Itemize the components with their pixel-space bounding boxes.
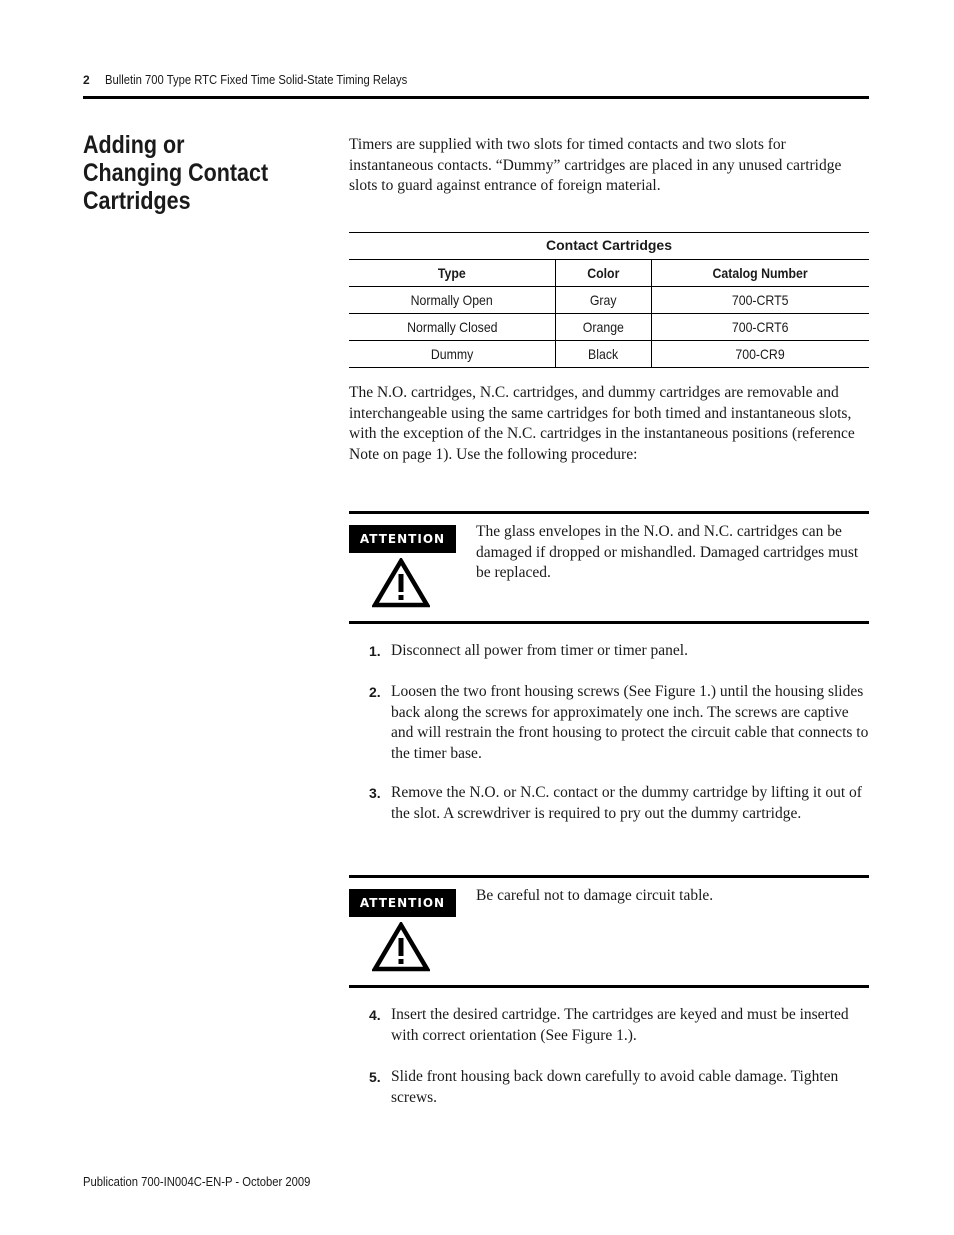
step-text: Slide front housing back down carefully to avoid cable damage. Tighten screws.: [391, 1068, 839, 1106]
table-caption: Contact Cartridges: [349, 232, 869, 260]
attention-bottom-rule: [349, 621, 869, 624]
attention-top-rule: [349, 875, 869, 878]
table-row: [349, 314, 869, 341]
step-number: 5.: [369, 1069, 381, 1085]
attention-text: Be careful not to damage circuit table.: [476, 887, 714, 904]
step-number: 1.: [369, 643, 381, 659]
table-cell: Orange: [556, 314, 652, 341]
attention-bottom-rule: [349, 985, 869, 988]
step-text: Loosen the two front housing screws (See Figure 1.) until the housing slides back along the screws for approximately one inch. The screws are captive and will restrain the front housing to protect the circuit cable that connects to the timer base.: [391, 683, 869, 762]
attention-badge: ATTENTION: [349, 889, 456, 917]
column-header-catalog-number: Catalog Number: [651, 260, 869, 287]
procedure-intro-paragraph: The N.O. cartridges, N.C. cartridges, and dummy cartridges are removable and interchangeable using the same cartridges for both timed and instantaneous slots, with the exception of the N.C. cartridges in the instantaneous positions (reference Note on page 1). Use the following procedure:: [349, 384, 855, 463]
step-text: Insert the desired cartridge. The cartridges are keyed and must be inserted with correct orientation (See Figure 1.).: [391, 1006, 849, 1044]
table-cell: Normally Closed: [349, 314, 556, 341]
table-cell: 700-CRT6: [651, 314, 869, 341]
step-number: 4.: [369, 1007, 381, 1023]
table-cell: Dummy: [349, 341, 556, 368]
attention-text: The glass envelopes in the N.O. and N.C. cartridges can be damaged if dropped or mishandled. Damaged cartridges must be replaced.: [476, 523, 859, 581]
page-number: 2: [83, 73, 90, 87]
attention-top-rule: [349, 511, 869, 514]
table-cell: Black: [556, 341, 652, 368]
table-cell: 700-CRT5: [651, 287, 869, 314]
column-header-color: Color: [556, 260, 652, 287]
running-header-title: Bulletin 700 Type RTC Fixed Time Solid-State Timing Relays: [105, 73, 408, 87]
section-title: Adding or Changing Contact Cartridges: [83, 131, 269, 215]
table-row: [349, 341, 869, 368]
step-text: Remove the N.O. or N.C. contact or the dummy cartridge by lifting it out of the slot. A screwdriver is required to pry out the dummy cartridge.: [391, 784, 862, 822]
column-header-type: Type: [349, 260, 556, 287]
table-row: [349, 287, 869, 314]
contact-cartridges-table: [349, 232, 869, 368]
table-cell: Normally Open: [349, 287, 556, 314]
warning-triangle-icon: [372, 558, 430, 608]
attention-badge: ATTENTION: [349, 525, 456, 553]
table-header-row: [349, 260, 869, 287]
table-cell: Gray: [556, 287, 652, 314]
table-cell: 700-CR9: [651, 341, 869, 368]
intro-paragraph: Timers are supplied with two slots for timed contacts and two slots for instantaneous contacts. “Dummy” cartridges are placed in any unused cartridge slots to guard against entrance of foreign material.: [349, 136, 842, 194]
publication-footer: Publication 700-IN004C-EN-P - October 2009: [83, 1175, 311, 1189]
header-rule: [83, 96, 869, 99]
step-number: 3.: [369, 785, 381, 801]
step-text: Disconnect all power from timer or timer panel.: [391, 642, 688, 659]
step-number: 2.: [369, 684, 381, 700]
warning-triangle-icon: [372, 922, 430, 972]
